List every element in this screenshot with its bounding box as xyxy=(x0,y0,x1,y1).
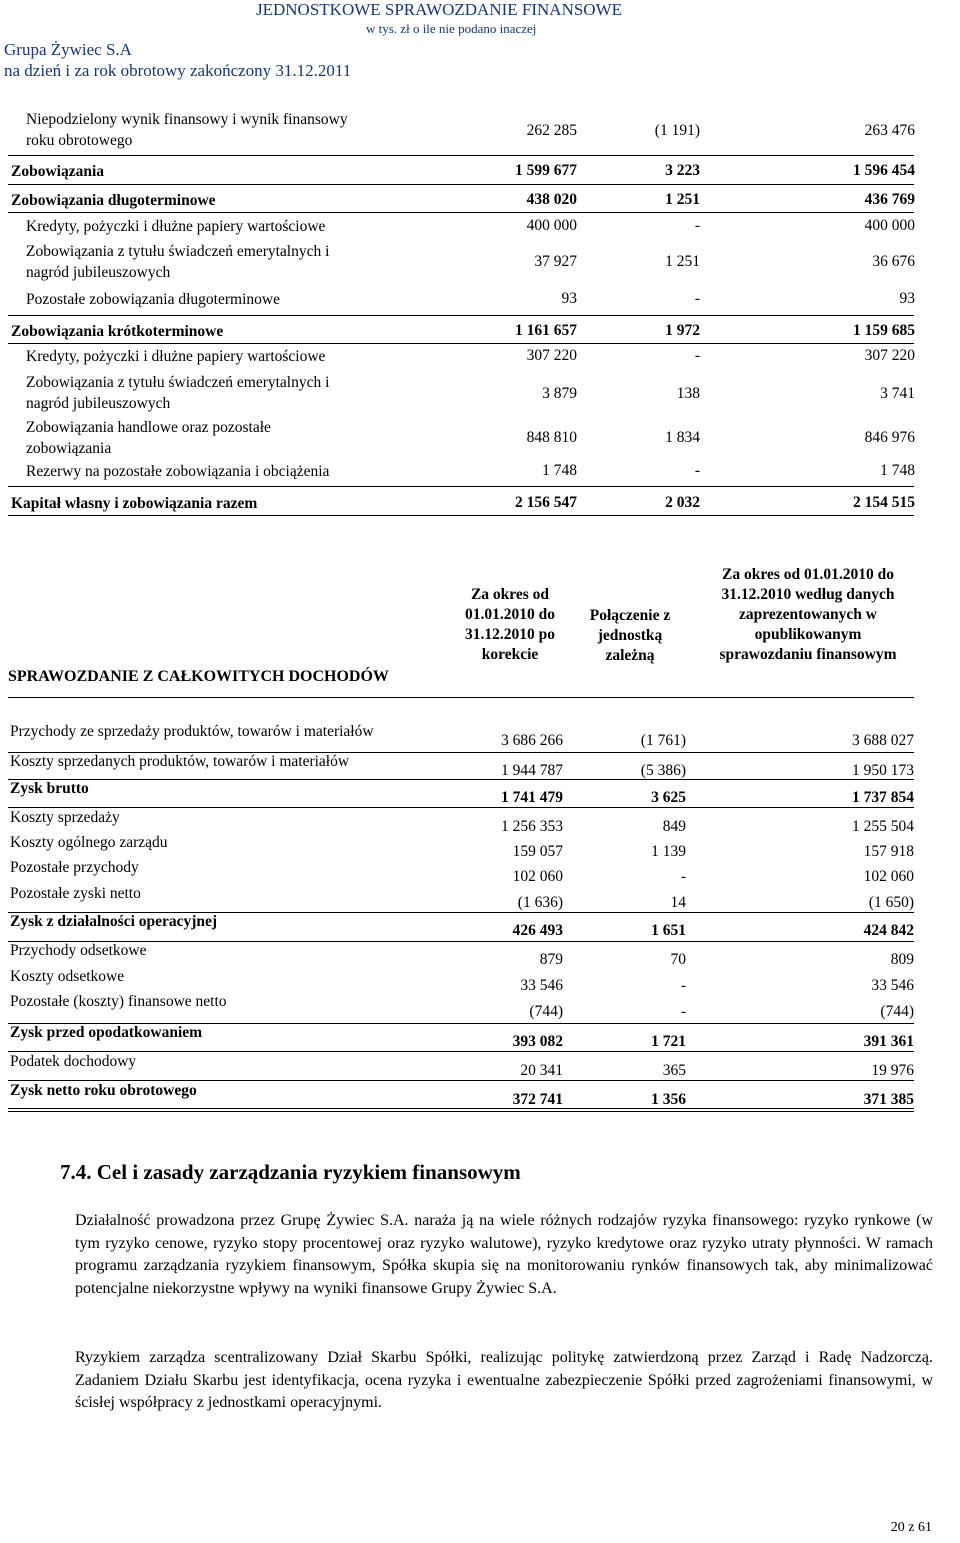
value-cell: 1 255 504 xyxy=(852,818,914,835)
row-label: Koszty odsetkowe xyxy=(10,968,125,985)
value-cell: 438 020 xyxy=(526,191,577,208)
row-label: Pozostałe (koszty) finansowe netto xyxy=(10,993,227,1010)
value-cell: 3 625 xyxy=(651,789,686,806)
value-cell: 809 xyxy=(890,951,914,968)
row-label: Zobowiązania xyxy=(11,163,105,180)
value-cell: 263 476 xyxy=(864,122,915,139)
row-label: Zysk brutto xyxy=(10,780,89,797)
value-cell: 37 927 xyxy=(534,253,577,270)
value-cell: 400 000 xyxy=(526,217,577,234)
value-cell: - xyxy=(680,868,686,885)
row-divider xyxy=(8,486,914,487)
row-divider xyxy=(8,315,914,316)
row-label: Niepodzielony wynik finansowy i wynik finansowy xyxy=(26,111,348,128)
value-cell: 849 xyxy=(662,818,686,835)
row-label: Pozostałe zobowiązania długoterminowe xyxy=(26,291,280,308)
value-cell: 1 139 xyxy=(651,843,686,860)
value-cell: 3 686 266 xyxy=(501,732,563,749)
value-cell: 3 879 xyxy=(542,385,577,402)
value-cell: 157 918 xyxy=(863,843,914,860)
value-cell: 424 842 xyxy=(863,922,914,939)
column-header-restated xyxy=(440,585,580,665)
header-line: zaprezentowanych w xyxy=(739,606,877,623)
value-cell: - xyxy=(694,290,700,307)
row-divider xyxy=(8,515,914,516)
row-divider-double xyxy=(8,1111,914,1112)
value-cell: 372 741 xyxy=(512,1091,563,1108)
value-cell: 365 xyxy=(662,1062,686,1079)
value-cell: 1 596 454 xyxy=(853,162,915,179)
value-cell: - xyxy=(680,1003,686,1020)
row-label: Zysk przed opodatkowaniem xyxy=(10,1024,203,1041)
value-cell: 19 976 xyxy=(871,1062,914,1079)
value-cell: 3 688 027 xyxy=(852,732,914,749)
value-cell: 70 xyxy=(670,951,686,968)
value-cell: 1 599 677 xyxy=(515,162,577,179)
row-label: Zysk netto roku obrotowego xyxy=(10,1082,197,1099)
row-divider xyxy=(8,779,914,780)
document-title: JEDNOSTKOWE SPRAWOZDANIE FINANSOWE xyxy=(256,0,623,19)
row-label: Rezerwy na pozostałe zobowiązania i obciążenia xyxy=(26,463,330,480)
value-cell: 3 741 xyxy=(880,385,915,402)
header-line: opublikowanym xyxy=(754,626,862,643)
value-cell: 879 xyxy=(539,951,563,968)
value-cell: 1 161 657 xyxy=(515,322,577,339)
row-divider xyxy=(8,343,914,344)
row-divider xyxy=(8,1080,914,1081)
units-note: w tys. zł o ile nie podano inaczej xyxy=(366,21,537,36)
value-cell: 138 xyxy=(676,385,700,402)
value-cell: 159 057 xyxy=(512,843,563,860)
header-line: Połączenie z xyxy=(589,607,671,624)
page-number: 20 z 61 xyxy=(890,1520,932,1535)
row-label: Zobowiązania długoterminowe xyxy=(11,192,216,209)
section-heading: 7.4. Cel i zasady zarządzania ryzykiem finansowym xyxy=(60,1160,521,1184)
header-line: 31.12.2010 po xyxy=(465,626,555,643)
value-cell: 93 xyxy=(561,290,577,307)
row-label-cont: zobowiązania xyxy=(26,440,112,457)
row-label: Zobowiązania handlowe oraz pozostałe xyxy=(26,419,271,436)
value-cell: 1 834 xyxy=(665,429,700,446)
row-divider xyxy=(8,1051,914,1052)
value-cell: (1 191) xyxy=(654,122,700,139)
value-cell: 426 493 xyxy=(512,922,563,939)
row-label: Pozostałe przychody xyxy=(10,859,139,876)
row-divider xyxy=(8,184,914,185)
value-cell: 102 060 xyxy=(863,868,914,885)
value-cell: 93 xyxy=(899,290,915,307)
value-cell: 1 748 xyxy=(880,462,915,479)
value-cell: 846 976 xyxy=(864,429,915,446)
row-label: Kredyty, pożyczki i dłużne papiery wartościowe xyxy=(26,348,326,365)
value-cell: 102 060 xyxy=(512,868,563,885)
value-cell: 1 972 xyxy=(665,322,700,339)
row-label-cont: nagród jubileuszowych xyxy=(26,395,171,412)
value-cell: 262 285 xyxy=(526,122,577,139)
income-statement-title: SPRAWOZDANIE Z CAŁKOWITYCH DOCHODÓW xyxy=(8,668,389,685)
row-label: Zobowiązania z tytułu świadczeń emerytalnych i xyxy=(26,243,330,260)
row-divider xyxy=(8,807,914,808)
value-cell: 14 xyxy=(670,894,686,911)
value-cell: 1 950 173 xyxy=(852,762,914,779)
value-cell: 20 341 xyxy=(520,1062,563,1079)
company-name: Grupa Żywiec S.A xyxy=(4,40,132,59)
value-cell: - xyxy=(694,462,700,479)
row-label: Przychody odsetkowe xyxy=(10,942,147,959)
row-label-cont: roku obrotowego xyxy=(26,132,133,149)
header-line: 01.01.2010 do xyxy=(465,606,555,623)
column-header-published xyxy=(690,565,926,665)
row-label: Koszty ogólnego zarządu xyxy=(10,834,168,851)
value-cell: 3 223 xyxy=(665,162,700,179)
header-divider xyxy=(8,697,914,698)
value-cell: 33 546 xyxy=(871,977,914,994)
row-label-cont: nagród jubileuszowych xyxy=(26,264,171,281)
value-cell: - xyxy=(680,977,686,994)
value-cell: 400 000 xyxy=(864,217,915,234)
value-cell: 2 032 xyxy=(665,494,700,511)
value-cell: 848 810 xyxy=(526,429,577,446)
value-cell: 1 944 787 xyxy=(501,762,563,779)
header-line: sprawozdaniu finansowym xyxy=(719,646,897,663)
value-cell: 1 256 353 xyxy=(501,818,563,835)
header-line: zależną xyxy=(605,647,655,664)
value-cell: 391 361 xyxy=(863,1033,914,1050)
value-cell: 371 385 xyxy=(863,1091,914,1108)
value-cell: 393 082 xyxy=(512,1033,563,1050)
row-label: Kredyty, pożyczki i dłużne papiery wartościowe xyxy=(26,218,326,235)
value-cell: 1 251 xyxy=(665,191,700,208)
row-label: Podatek dochodowy xyxy=(10,1053,137,1070)
row-divider xyxy=(8,212,914,213)
value-cell: 1 159 685 xyxy=(853,322,915,339)
value-cell: 33 546 xyxy=(520,977,563,994)
value-cell: 1 251 xyxy=(665,253,700,270)
row-label: Koszty sprzedanych produktów, towarów i materiałów xyxy=(10,753,350,770)
row-label: Zysk z działalności operacyjnej xyxy=(10,913,218,930)
row-label: Zobowiązania z tytułu świadczeń emerytalnych i xyxy=(26,374,330,391)
value-cell: 1 737 854 xyxy=(852,789,914,806)
header-line: 31.12.2010 według danych xyxy=(721,586,895,603)
paragraph: Działalność prowadzona przez Grupę Żywiec S.A. naraża ją na wiele różnych rodzajów ryzyka finansowego: ryzyko rynkowe (w tym ryzyko cenowe, ryzyko stopy procentowej oraz ryzyko walutowe), ryzyko kredytowe oraz ryzyko utraty płynności. W ramach programu zarządzania ryzykiem finansowym, Spółka skupia się na monitorowaniu rynków finansowych tak, aby minimalizować potencjalne niekorzystne wpływy na wyniki finansowe Grupy Żywiec S.A. xyxy=(75,1212,933,1297)
column-header-merger xyxy=(570,606,690,666)
row-label: Pozostałe zyski netto xyxy=(10,885,141,902)
value-cell: (5 386) xyxy=(640,762,686,779)
row-divider xyxy=(8,1108,914,1109)
value-cell: 1 748 xyxy=(542,462,577,479)
value-cell: 2 154 515 xyxy=(853,494,915,511)
header-line: jednostką xyxy=(597,627,663,644)
value-cell: 1 651 xyxy=(651,922,686,939)
row-label: Zobowiązania krótkoterminowe xyxy=(11,323,224,340)
value-cell: (744) xyxy=(880,1003,914,1020)
header-line: Za okres od xyxy=(470,586,550,603)
value-cell: 307 220 xyxy=(864,347,915,364)
value-cell: (1 761) xyxy=(640,732,686,749)
row-divider xyxy=(8,155,914,156)
value-cell: 1 721 xyxy=(651,1033,686,1050)
value-cell: 1 356 xyxy=(651,1091,686,1108)
value-cell: (1 636) xyxy=(517,894,563,911)
paragraph: Ryzykiem zarządza scentralizowany Dział Skarbu Spółki, realizując politykę zatwierdzoną przez Zarząd i Radę Nadzorczą. Zadaniem Działu Skarbu jest identyfikacja, ocena ryzyka i ewentualne zabezpieczenie Spółki przed zagrożeniami finansowymi, w ścisłej współpracy z jednostkami operacyjnymi. xyxy=(75,1349,933,1411)
value-cell: 436 769 xyxy=(864,191,915,208)
header-line: Za okres od 01.01.2010 do xyxy=(722,566,894,583)
value-cell: 2 156 547 xyxy=(515,494,577,511)
value-cell: - xyxy=(694,217,700,234)
row-label: Przychody ze sprzedaży produktów, towarów i materiałów xyxy=(10,723,374,740)
header-line: korekcie xyxy=(481,646,539,663)
value-cell: - xyxy=(694,347,700,364)
value-cell: 1 741 479 xyxy=(501,789,563,806)
row-label: Kapitał własny i zobowiązania razem xyxy=(11,495,258,512)
value-cell: (744) xyxy=(529,1003,563,1020)
value-cell: 307 220 xyxy=(526,347,577,364)
row-label: Koszty sprzedaży xyxy=(10,809,120,826)
value-cell: (1 650) xyxy=(868,894,914,911)
value-cell: 36 676 xyxy=(872,253,915,270)
report-period: na dzień i za rok obrotowy zakończony 31.12.2011 xyxy=(4,61,352,80)
